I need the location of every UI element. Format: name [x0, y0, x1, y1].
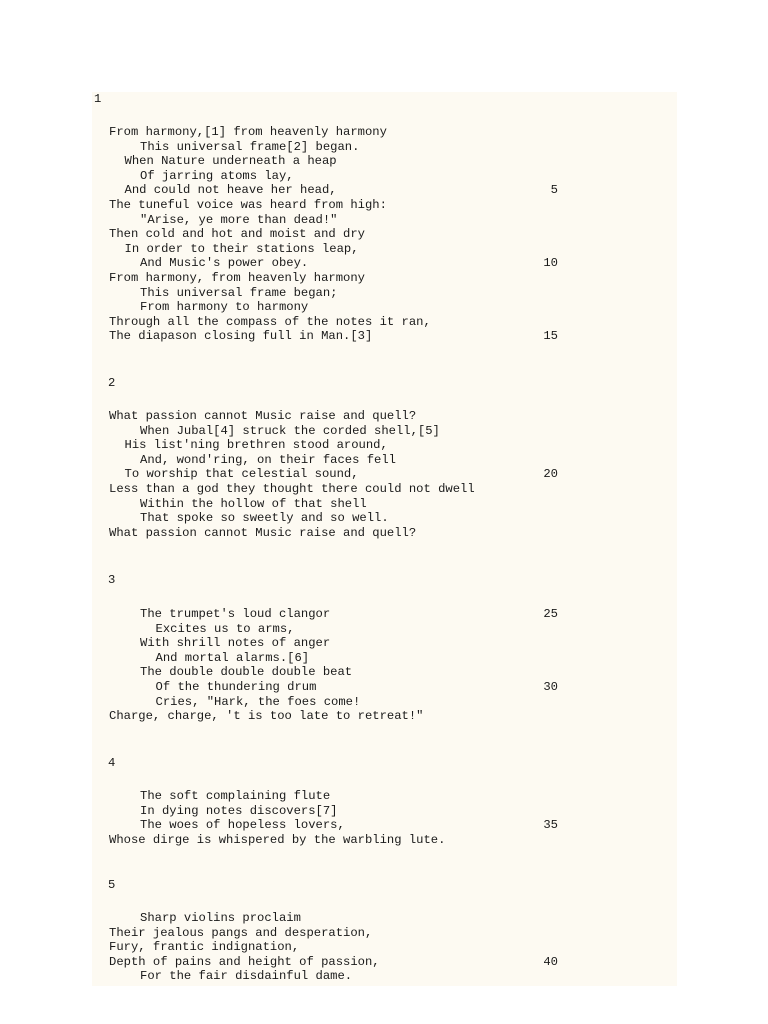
verse-line: The trumpet's loud clangor — [140, 607, 331, 621]
line-number: 20 — [543, 467, 558, 482]
line-number: 10 — [543, 256, 558, 271]
verse-line: The double double double beat — [140, 665, 353, 680]
verse-line: Through all the compass of the notes it ran, — [109, 314, 431, 329]
verse-line: Fury, frantic indignation, — [109, 940, 300, 955]
verse-line: What passion cannot Music raise and quell? — [109, 409, 417, 423]
verse-line: And could not heave her head, — [124, 183, 337, 198]
verse-line: Their jealous pangs and desperation, — [109, 925, 373, 940]
verse-line: When Jubal[4] struck the corded shell,[5] — [140, 423, 440, 438]
verse-line: Whose dirge is whispered by the warbling lute. — [109, 832, 446, 847]
verse-line: Less than a god they thought there could not dwell — [109, 482, 475, 496]
verse-line: "Arise, ye more than dead!" — [140, 212, 338, 227]
verse-line: Of the thundering drum — [155, 680, 317, 694]
verse-line: Charge, charge, 't is too late to retreat!" — [109, 709, 424, 724]
line-number: 30 — [543, 680, 558, 694]
stanza-number: 3 — [108, 573, 116, 587]
verse-line: What passion cannot Music raise and quell? — [109, 525, 417, 540]
verse-line: In order to their stations leap, — [124, 241, 359, 256]
verse-line: His list'ning brethren stood around, — [124, 438, 388, 453]
stanza-number: 4 — [108, 756, 116, 770]
verse-line: And Music's power obey. — [140, 256, 309, 271]
verse-line: Then cold and hot and moist and dry — [109, 227, 365, 242]
line-number: 15 — [543, 329, 558, 344]
verse-line: The soft complaining flute — [140, 789, 331, 803]
stanza-number: 2 — [108, 376, 116, 390]
stanza-number: 5 — [108, 878, 116, 892]
line-number: 25 — [543, 607, 558, 621]
verse-line: The diapason closing full in Man.[3] — [109, 329, 373, 344]
line-number: 40 — [543, 954, 558, 969]
verse-line: Of jarring atoms lay, — [140, 168, 294, 183]
verse-line: Excites us to arms, — [155, 621, 295, 636]
verse-line: And, wond'ring, on their faces fell — [140, 452, 396, 467]
verse-line: Within the hollow of that shell — [140, 496, 367, 511]
verse-line: For the fair disdainful dame. — [140, 969, 353, 984]
line-number: 5 — [550, 183, 558, 198]
verse-line: From harmony,[1] from heavenly harmony — [109, 125, 387, 139]
verse-line: That spoke so sweetly and so well. — [140, 511, 389, 526]
verse-line: This universal frame began; — [140, 285, 338, 300]
verse-line: To worship that celestial sound, — [124, 467, 359, 482]
verse-line: And mortal alarms.[6] — [155, 650, 310, 665]
verse-line: Depth of pains and height of passion, — [109, 954, 380, 969]
verse-line: With shrill notes of anger — [140, 636, 331, 651]
verse-line: Sharp violins proclaim — [140, 911, 301, 925]
verse-line: Cries, "Hark, the foes come! — [155, 694, 361, 709]
verse-line: From harmony, from heavenly harmony — [109, 271, 365, 285]
verse-line: In dying notes discovers[7] — [140, 803, 338, 818]
verse-line: This universal frame[2] began. — [140, 139, 360, 154]
stanza-number: 1 — [94, 92, 102, 106]
poem-page — [92, 92, 677, 986]
verse-line: From harmony to harmony — [140, 300, 309, 315]
line-number: 35 — [543, 818, 558, 833]
verse-line: When Nature underneath a heap — [124, 154, 337, 169]
verse-line: The woes of hopeless lovers, — [140, 818, 345, 833]
verse-line: The tuneful voice was heard from high: — [109, 198, 387, 212]
